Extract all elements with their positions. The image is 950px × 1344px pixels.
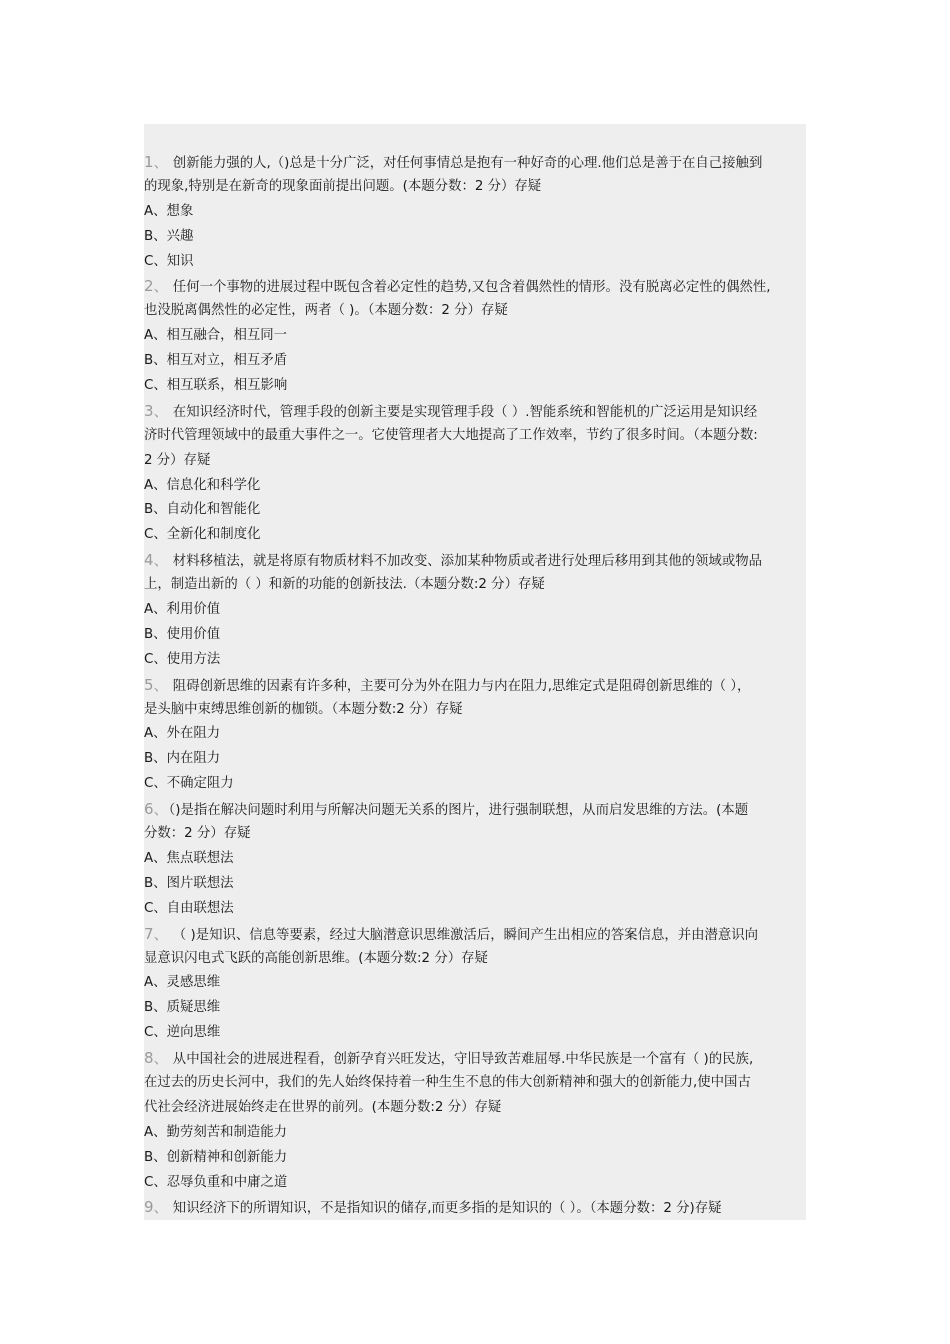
question-number: 1、 <box>144 153 169 171</box>
option-b: B、兴趣 <box>144 228 194 244</box>
question-text: 显意识闪电式飞跃的高能创新思维。(本题分数:2 分）存疑 <box>144 950 488 966</box>
option-b: B、相互对立，相互矛盾 <box>144 353 288 369</box>
question-text: 材料移植法，就是将原有物质材料不加改变、添加某种物质或者进行处理后移用到其他的领域或物品 <box>168 554 762 570</box>
question-9 <box>144 1195 812 1220</box>
question-3 <box>144 399 812 548</box>
question-text: 的现象,特别是在新奇的现象面前提出问题。(本题分数：2 分）存疑 <box>144 178 542 194</box>
option-c: C、不确定阻力 <box>144 776 234 792</box>
question-number: 2、 <box>144 277 169 296</box>
question-8 <box>144 1046 812 1195</box>
question-number: 5、 <box>144 675 169 694</box>
option-c: C、知识 <box>144 253 194 269</box>
question-4 <box>144 548 812 672</box>
option-c: C、全新化和制度化 <box>144 527 261 543</box>
option-b: B、质疑思维 <box>144 1000 221 1016</box>
question-text: 任何一个事物的进展过程中既包含着必定性的趋势,又包含着偶然性的情形。没有脱离必定性的偶然性, <box>168 280 771 296</box>
question-text: 2 分）存疑 <box>144 452 211 468</box>
question-text: （ )是知识、信息等要素，经过大脑潜意识思维激活后，瞬间产生出相应的答案信息，并由潜意识向 <box>168 927 759 943</box>
option-a: A、利用价值 <box>144 602 221 618</box>
question-number: 8、 <box>144 1049 169 1068</box>
option-b: B、图片联想法 <box>144 875 234 891</box>
question-2 <box>144 274 812 398</box>
question-text: 在过去的历史长河中，我们的先人始终保持着一种生生不息的伟大创新精神和强大的创新能力,使中国古 <box>144 1074 751 1090</box>
question-7 <box>144 922 812 1046</box>
option-a: A、焦点联想法 <box>144 850 234 866</box>
question-5 <box>144 673 812 797</box>
question-list <box>144 150 812 1220</box>
option-b: B、自动化和智能化 <box>144 502 261 518</box>
option-c: C、使用方法 <box>144 651 221 667</box>
question-text: 是头脑中束缚思维创新的枷锁。（本题分数:2 分）存疑 <box>144 701 463 717</box>
option-a: A、勤劳刻苦和制造能力 <box>144 1124 288 1140</box>
question-text: 在知识经济时代，管理手段的创新主要是实现管理手段（ ）.智能系统和智能机的广泛运用是知识经 <box>168 404 758 420</box>
option-a: A、外在阻力 <box>144 726 221 742</box>
question-text: 上，制造出新的（ ）和新的功能的创新技法.（本题分数:2 分）存疑 <box>144 577 545 593</box>
question-1 <box>144 150 812 274</box>
option-a: A、想象 <box>144 203 194 219</box>
option-b: B、创新精神和创新能力 <box>144 1149 288 1165</box>
question-text: （)是指在解决问题时利用与所解决问题无关系的图片，进行强制联想，从而启发思维的方法。(本题 <box>168 803 749 819</box>
option-a: A、灵感思维 <box>144 975 221 991</box>
option-c: C、忍辱负重和中庸之道 <box>144 1174 288 1190</box>
question-text: 也没脱离偶然性的必定性，两者（ )。（本题分数：2 分）存疑 <box>144 303 508 319</box>
question-number: 4、 <box>144 551 169 570</box>
question-text: 代社会经济进展始终走在世界的前列。(本题分数:2 分）存疑 <box>144 1099 502 1115</box>
question-number: 7、 <box>144 924 169 943</box>
question-text: 阻碍创新思维的因素有许多种，主要可分为外在阻力与内在阻力,思维定式是阻碍创新思维的（ ）， <box>168 678 751 694</box>
option-b: B、使用价值 <box>144 626 221 642</box>
option-c: C、相互联系，相互影响 <box>144 378 288 394</box>
question-number: 9、 <box>144 1198 169 1217</box>
question-number: 3、 <box>144 401 169 420</box>
option-b: B、内在阻力 <box>144 751 221 767</box>
question-text: 知识经济下的所谓知识，不是指知识的储存,而更多指的是知识的（ ）。（本题分数：2 分)存疑 <box>168 1201 722 1217</box>
option-a: A、相互融合，相互同一 <box>144 328 288 344</box>
question-text: 从中国社会的进展进程看，创新孕育兴旺发达，守旧导致苦难屈辱.中华民族是一个富有（ )的民族, <box>168 1052 754 1068</box>
question-text: 分数：2 分）存疑 <box>144 826 251 842</box>
option-c: C、自由联想法 <box>144 900 234 916</box>
question-number: 6、 <box>144 800 169 819</box>
option-a: A、信息化和科学化 <box>144 477 261 493</box>
question-6 <box>144 797 812 921</box>
question-text: 济时代管理领域中的最重大事件之一。它使管理者大大地提高了工作效率，节约了很多时间。（本题分数: <box>144 427 758 443</box>
option-c: C、逆向思维 <box>144 1025 221 1041</box>
question-text: 创新能力强的人,（)总是十分广泛，对任何事情总是抱有一种好奇的心理.他们总是善于在自己接触到 <box>168 156 763 171</box>
